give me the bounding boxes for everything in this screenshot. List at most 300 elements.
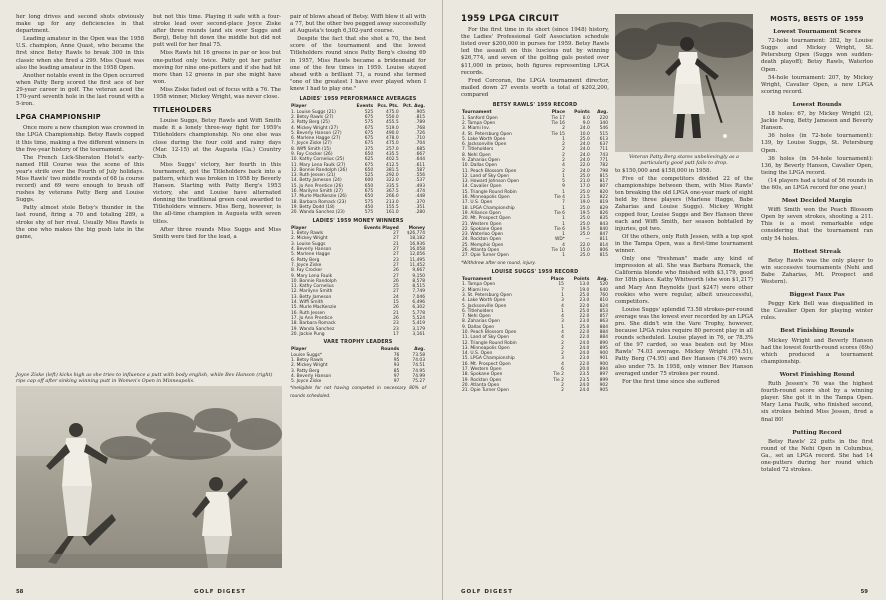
table-cell-label: 6. Marlene Hagge (27)	[291, 136, 341, 142]
table-cell-value: 27	[393, 247, 399, 253]
table-cell-value: .474	[415, 189, 425, 195]
table-cell-value: 27	[393, 262, 399, 268]
table-cell-value: 18,182	[409, 236, 425, 242]
table-cell-value: 381.5	[386, 167, 399, 173]
paragraph: Mickey Wright and Beverly Hanson had the lowest fourth-round scores (69s) which produced a tournament championship.	[761, 337, 873, 365]
table-cell-value: 3,179	[412, 326, 425, 332]
table-cell-label: 12. Marilynn Smith	[291, 289, 333, 295]
table-cell-label: 2. Betsy Rawls (27)	[291, 114, 334, 120]
table-cell-label: 10. Kathy Cornelius (25)	[291, 157, 345, 163]
table-cell-value: 455.5	[386, 120, 399, 126]
table-cell-value: 2	[562, 158, 565, 163]
paragraph: but not this time. Playing it safe with a four-stroke lead over second-place Joyce Ziske after three rounds (and six over Suggs and Berg), Betsy hit down the middle but did not putt well for her final 75.	[153, 14, 281, 49]
table-cell-value: 24.0	[579, 345, 590, 351]
table-cell-value: 8,578	[412, 278, 425, 284]
table-body	[290, 110, 426, 216]
table-cell-value: 826	[599, 210, 608, 216]
paragraph: pair of blows ahead of Betsy. Wiffi blew it all with a 77, but the other two pegged away successfully at Augusta's tough 6,302-yard course.	[290, 14, 426, 35]
table-cell-value: 711	[599, 147, 608, 153]
table-cell-value: 807	[599, 184, 608, 190]
table-cell-label: 12. Bonnie Randolph (26)	[291, 167, 348, 173]
table-cell-value: 435.5	[386, 152, 399, 157]
table-cell-value: 23.5	[579, 372, 590, 378]
paragraph: For the first time in its short (since 1948) history, the Ladies' Professional Golf Association schedule listed over $200,000 in purses for 1959. Betsy Rawls led the assault on this luscious nut by winning $26,774, and seven of the golfing gals posted over $11,000 in prizes, both figures representing LPGA records.	[461, 27, 609, 76]
table-cell-value: .611	[415, 162, 425, 168]
table-cell-value: 4	[561, 314, 564, 320]
table-cell-label: 7. Nehi Open	[462, 314, 491, 320]
table-cell-value: 22.0	[579, 242, 590, 248]
table-cell-value: 257.0	[386, 146, 399, 152]
table-cell-value: 675	[364, 136, 374, 142]
table-cell-value: 478.0	[386, 136, 399, 142]
table-cell-value: 8.0	[582, 115, 590, 121]
table-cell-value: 26	[393, 315, 399, 321]
paragraph: For the first time since she suffered	[622, 378, 720, 385]
column-header: Avg.	[597, 277, 608, 283]
table-cell-value: 475.0	[386, 141, 399, 147]
column-header: Avg.	[414, 347, 425, 353]
table-cell-label: 11. Mary Lena Faulk (27)	[291, 162, 346, 168]
table-cell-value: 760	[599, 292, 608, 298]
table-cell-label: 8. Fay Crocker	[291, 268, 323, 274]
table-cell-label: 17. Jo Ann Prentice	[291, 315, 333, 321]
table-cell-label: 9. Zaharias Open	[462, 158, 500, 163]
subsection-heading: Biggest Faux Pas	[789, 292, 845, 299]
table-cell-value: 3	[561, 298, 564, 304]
table-cell-value: 847	[599, 232, 608, 238]
column-header: Avg.	[597, 110, 608, 116]
table-cell-value: 450	[364, 204, 374, 210]
subsection-heading: Hottest Streak	[793, 248, 841, 255]
table-cell-value: 843	[599, 221, 608, 227]
table-cell-value: 27	[393, 273, 399, 279]
table-cell-label: 16. Marilynn Smith (27)	[291, 189, 343, 195]
table-cell-value: 24	[393, 294, 399, 300]
table-cell-value: 4	[561, 303, 564, 309]
table-cell-value: 22.0	[579, 330, 590, 335]
table-cell-value: 884	[599, 324, 608, 330]
table-cell-value: Tie 17	[551, 115, 565, 121]
table-cell-value: .905	[415, 109, 425, 115]
table-cell-label: 1. Betsy Rawls	[291, 231, 324, 237]
table-cell-label: 10. Peach Blossom Open	[462, 330, 517, 335]
table-cell-value: 600	[364, 178, 374, 184]
table-cell-value: 26	[393, 278, 399, 284]
paragraph: Miss Ziske faded out of focus with a 76. The 1958 winner, Mickey Wright, was never close.	[153, 86, 281, 101]
paragraph: 72-hole tournament: 282, by Louise Suggs and Mickey Wright, St. Petersburg Open (Suggs won sudden-death playoff); Betsy Rawls, Waterloo Open.	[761, 38, 873, 73]
column-header: Place	[550, 277, 564, 283]
sidebar-title: MOSTS, BESTS OF 1959	[770, 15, 864, 23]
paragraph: Louise Suggs' splendid 73.58 strokes-per-round average was the lowest ever recorded by an LPGA pro. She didn't win the Vare Trophy, however, because LPGA rules require 80 percent play in all rounds scheduled. Louise played in 76, or 78.3% of the 97 carded, so was beaten out by Miss Rawls' 74.03 average. Mickey Wright (74.51), Patty Berg (74.95) and Bev Hanson (74.99) were also under 75. In 1958, only winner Bev Hanson averaged under 75 strokes per round.	[615, 306, 754, 377]
table-cell-label: 11. Kathy Cornelius	[291, 284, 334, 290]
table-cell-value: 575	[364, 199, 374, 205]
table-cell-value: —	[585, 237, 590, 243]
table-cell-value: 1	[562, 221, 565, 227]
table-cell-value: 884	[599, 335, 608, 341]
table-cell-value: 884	[599, 330, 608, 335]
table-cell-value: 17	[393, 331, 399, 337]
table-cell-label: 18. Spokane Open	[462, 372, 503, 378]
table-cell-label: 19. Alliance Open	[462, 210, 501, 216]
table-cell-value: 27	[393, 252, 399, 258]
mosts-bests-sections	[761, 29, 873, 474]
table-cell-value: 6,496	[412, 300, 425, 306]
table-cell-value: 97	[393, 379, 400, 385]
table-cell-value: 675	[364, 162, 374, 168]
table-cell-value: 575	[364, 210, 374, 216]
table-cell-value: 23.0	[579, 356, 590, 362]
right-column-1	[461, 14, 609, 394]
column-header: Points	[574, 110, 590, 116]
table-cell-value: 24.0	[579, 126, 590, 132]
table-cell-label: 23. Waterloo Open	[462, 232, 504, 238]
paragraph: 36 holes (in 54-hole tournament): 136, by Beverly Hanson, Cavalier Open, tieing the LPGA record.	[761, 155, 873, 176]
page-number: 58	[16, 589, 24, 595]
table-cell-value: 2	[561, 351, 564, 357]
column-header: Points	[573, 277, 590, 283]
table-cell-value: 322.0	[386, 178, 399, 184]
table-cell-value: 23.0	[579, 298, 590, 304]
table-cell-value: 4	[562, 163, 565, 169]
paragraph: Miss Suggs' victory, her fourth in this tournament, got the Titleholders back into a pattern, which was broken in 1958 by Beverly Hanson. Starting with Patty Berg's 1953 victory, she and Louise have alternated donning the traditional green coat awarded to Titleholders winners. Miss Berg, however, is the all-time champion in Augusta with seven titles.	[153, 161, 281, 225]
table-cell-value: 2	[561, 345, 564, 351]
table-title: LADIES' 1959 PERFORMANCE AVERAGES	[299, 96, 417, 103]
table-cell-value: 613	[599, 136, 608, 142]
table-cell-value: 24.0	[579, 152, 590, 158]
table-cell-value: 213.0	[386, 199, 399, 205]
table-cell-value: 27	[393, 289, 399, 295]
paragraph: Of the others, only Ruth Jessen, with a top spot in the Tampa Open, was a first-time tournament winner.	[615, 233, 753, 255]
column-header: Money	[408, 225, 425, 231]
table-cell-value: 4	[561, 361, 564, 367]
table-cell-label: 20. Mt. Prospect Open	[462, 216, 511, 222]
table-cell-value: 1	[562, 216, 565, 222]
column-header: Pct. Avg.	[402, 104, 425, 110]
table-cell-value: 21.5	[579, 195, 590, 201]
table-row	[290, 379, 426, 384]
table-cell-value: 2	[561, 382, 564, 388]
table-cell-label: 20. Atlanta Open	[462, 382, 500, 388]
table-cell-label: 16. Minneapolis Open	[462, 195, 510, 201]
table-cell-value: 22.0	[579, 314, 590, 320]
table-cell-value: 9.0	[582, 120, 590, 126]
table-cell-value: 829	[599, 205, 608, 211]
table-cell-label: 9. Fay Crocker (26)	[291, 152, 333, 157]
paragraph: Betsy Rawls was the only player to win successive tournaments (Nehi and Babe Zaharias, Mt. Prospect and Western).	[761, 257, 873, 285]
column-header: Tournament	[462, 110, 492, 116]
table-cell-value: 23	[393, 257, 399, 263]
table-cell-value: $26,774	[406, 231, 425, 237]
table-body	[461, 282, 609, 393]
paragraph: Once more a new champion was crowned in the LPGA Championship. Betsy Rawls copped it this time, making a five different winners in the five-year history of the tournament.	[16, 125, 144, 153]
table-cell-label: 2. Mickey Wright	[291, 236, 328, 242]
table-cell-label: 2. Mickey Wright	[291, 363, 328, 369]
table-cell-value: Tie 2	[553, 377, 564, 383]
table-cell-label: 13. Minneapolis Open	[462, 345, 510, 351]
table-cell-value: 4	[561, 330, 564, 335]
table-cell-value: .448	[415, 194, 425, 200]
table-body	[461, 116, 609, 259]
table-cell-value: 815	[599, 253, 608, 259]
table-cell-value: 1	[561, 292, 564, 298]
section-heading-lpga-championship: LPGA CHAMPIONSHIP	[16, 113, 101, 122]
table-cell-value: 5,778	[412, 310, 425, 316]
table-cell-value: 817	[599, 179, 608, 185]
table-cell-value: 26	[393, 305, 399, 311]
table-cell-value: 814	[599, 242, 608, 248]
table-cell-label: 18. LPGA Championship	[462, 205, 515, 211]
table-cell-label: 1. Tampa Open	[462, 282, 496, 288]
table-cell-label: 13. Ruth Jessen (21)	[291, 173, 336, 179]
table-cell-label: 24. Rockton Open	[462, 237, 502, 243]
table-cell-value: 637	[599, 142, 608, 148]
table-cell-value: 76	[393, 352, 400, 358]
rawls-record-table	[461, 100, 609, 259]
table-cell-value: 24.0	[579, 142, 590, 148]
table-cell-label: 3. Patty Berg (25)	[291, 120, 330, 126]
table-cell-value: 835	[599, 216, 608, 222]
table-cell-value: 25.0	[579, 308, 590, 314]
column-header: Events	[356, 104, 374, 110]
table-cell-value: .644	[415, 157, 425, 163]
table-cell-value: 25.0	[579, 173, 590, 179]
table-cell-value: 292.0	[386, 173, 399, 179]
table-cell-value: 21.0	[579, 179, 590, 185]
table-cell-value: 2	[561, 388, 564, 394]
subsection-heading: Lowest Rounds	[792, 101, 842, 108]
table-cell-value: 2	[562, 142, 565, 148]
paragraph: Louise Suggs, Betsy Rawls and Wiffi Smith made it a lonely three-way fight for 1959's Titleholders championship. No one else was close during the four cold and rainy days (Mar. 12-15) at the Augusta (Ga.) Country Club.	[153, 118, 281, 160]
paragraph: Betsy Rawls' 22 putts in the first round of the Nehi Open in Columbus, Ga., set an LPGA record. She had 14 one-putters during her round which totaled 72 strokes.	[761, 438, 873, 474]
table-cell-label: 21. Opie Turner Open	[462, 388, 509, 394]
table-cell-label: 6. Titleholders	[462, 308, 494, 314]
table-cell-value: 9,150	[412, 273, 425, 279]
table-cell-value: 625	[364, 157, 374, 163]
table-cell-value: 1	[562, 232, 565, 238]
table-cell-value: 5,419	[412, 321, 425, 327]
column-header: Place	[551, 110, 565, 116]
table-cell-value: WD*	[555, 237, 565, 243]
table-cell-label: 7. Joyce Ziske	[291, 262, 322, 268]
table-cell-value: 675	[364, 189, 374, 195]
table-cell-label: 12. Triangle Round Robin	[462, 340, 517, 346]
table-cell-value: 155.5	[386, 204, 399, 210]
table-cell-value: 75.27	[412, 379, 425, 385]
magazine-brand: GOLF DIGEST	[194, 589, 246, 595]
table-cell-value: 375	[364, 146, 374, 152]
table-cell-value: 15	[393, 300, 399, 306]
table-cell-value: 650	[364, 183, 374, 189]
table-cell-value: .710	[415, 136, 425, 142]
table-cell-value: 1	[561, 324, 564, 330]
paragraph: 54-hole tournament: 207, by Mickey Wright, Cavalier Open, a new LPGA scoring record.	[761, 74, 873, 95]
table-cell-value: 21	[393, 310, 399, 316]
table-cell-value: 7,749	[412, 289, 425, 295]
right-column-2	[615, 168, 753, 387]
table-cell-value: .351	[415, 204, 425, 210]
table-cell-value: 546	[599, 126, 608, 132]
table-cell-value: 22.0	[579, 163, 590, 169]
table-cell-value: 7	[561, 287, 564, 293]
subsection-heading: Putting Record	[792, 429, 842, 436]
table-title: LOUISE SUGGS' 1959 RECORD	[491, 268, 579, 275]
table-cell-label: 6. Jacksonville Open	[462, 142, 507, 148]
table-cell-label: 14. Betty Jameson (24)	[291, 178, 342, 184]
table-footnote: *Withdrew after one round, injury.	[461, 260, 537, 266]
table-cell-value: 19.0	[579, 287, 590, 293]
table-cell-value: Tie 6	[554, 210, 565, 216]
table-cell-value: 3	[561, 319, 564, 325]
table-cell-label: 8. Nehi Open	[462, 152, 491, 158]
table-cell-value: 74.03	[412, 357, 425, 363]
table-cell-value: 675	[364, 125, 374, 131]
table-cell-label: 3. Louise Suggs	[291, 241, 326, 247]
table-cell-value: .556	[415, 173, 425, 179]
table-cell-label: 13. Betty Jameson	[291, 294, 332, 300]
table-cell-label: 10. Dallas Open	[462, 163, 497, 169]
table-cell-value: 19.5	[579, 210, 590, 216]
table-cell-label: Louise Suggs*	[291, 352, 323, 358]
table-cell-value: 771	[599, 158, 608, 163]
table-cell-value: 2	[562, 152, 565, 158]
table-cell-value: 22.0	[579, 361, 590, 367]
table-cell-label: 14. U.S. Open	[462, 351, 493, 357]
table-cell-value: 2	[562, 147, 565, 153]
table-cell-value: 2	[562, 168, 565, 174]
section-heading-titleholders: TITLEHOLDERS	[153, 106, 212, 115]
table-cell-value: .587	[415, 167, 425, 173]
table-cell-value: 25.0	[579, 324, 590, 330]
table-cell-value: .370	[415, 199, 425, 205]
table-cell-value: 3	[561, 356, 564, 362]
table-cell-value: 900	[599, 351, 608, 357]
table-cell-value: Tie 10	[551, 248, 565, 254]
photo-caption: Veteran Patty Berg stares unbelievingly as a particularly good putt fails to drop.	[629, 154, 739, 166]
table-cell-label: 19. Rockton Open	[462, 377, 502, 383]
table-cell-value: 93	[393, 363, 400, 369]
paragraph: to $150,000 and $158,000 in 1958.	[615, 168, 712, 174]
table-cell-value: 857	[599, 314, 608, 320]
table-cell-label: 13. Howard Johnson Open	[462, 179, 519, 185]
table-cell-value: 475.0	[386, 109, 399, 115]
table-cell-label: 8. Wiffi Smith (15)	[291, 146, 331, 152]
table-cell-value: .768	[415, 125, 425, 131]
table-cell-value: 24.0	[579, 340, 590, 346]
table-cell-label: 4. Beverly Hanson	[291, 373, 332, 379]
table-cell-value: 23.0	[579, 319, 590, 325]
table-cell-value: 24.0	[579, 168, 590, 174]
table-cell-value: 9,667	[412, 268, 425, 274]
table-cell-label: 10. Bonnie Randolph	[291, 278, 337, 284]
table-title: BETSY RAWLS' 1959 RECORD	[492, 102, 578, 109]
magazine-brand: GOLF DIGEST	[461, 589, 513, 595]
table-cell-value: 20.0	[579, 367, 590, 373]
table-body	[290, 231, 426, 337]
table-cell-label: 17. Western Open	[462, 367, 502, 373]
table-cell-label: 4. Lake Worth Open	[462, 298, 506, 304]
paragraph: Ruth Jessen's 76 was the highest fourth-round score shot by a winning player. She got it in the Tampa Open. Mary Lena Faulk, who finished second, six strokes behind Miss Jessen, fired a final 80!	[761, 381, 873, 423]
table-cell-label: 19. Wanda Sanchez	[291, 326, 335, 332]
table-cell-value: 13.0	[579, 282, 590, 288]
table-cell-value: 525	[364, 109, 374, 115]
table-cell-value: 806	[599, 248, 608, 254]
column-header: Player	[291, 104, 307, 110]
table-cell-value: 3,161	[412, 331, 425, 337]
table-cell-label: 15. Triangle Round Robin	[462, 189, 517, 195]
table-cell-value: 4	[562, 242, 565, 248]
table-cell-value: 902	[599, 382, 608, 388]
table-cell-value: 335.5	[386, 183, 399, 189]
left-column-1	[16, 14, 144, 242]
paragraph: The French Lick-Sheraton Hotel's early-named Hill Course was the scene of this year's strife over the Fourth of July holidays. Miss Rawls' two middle rounds of 68 (a course record) and 69 were enough to brush off rushes by veterans Patty Berg and Louise Suggs.	[16, 154, 144, 204]
table-cell-label: 7. Titleholders	[462, 147, 494, 153]
table-cell-value: 798	[599, 168, 608, 174]
table-cell-value: 25.0	[579, 253, 590, 259]
table-cell-value: 10.0	[579, 131, 590, 137]
table-cell-value: 73.58	[412, 352, 425, 358]
table-cell-label: 4. Mickey Wright (27)	[291, 125, 338, 131]
table-cell-value: Tie 16	[551, 120, 565, 126]
table-cell-value: 412.5	[386, 162, 399, 168]
paragraph: 18 holes: 67, by Mickey Wright (2), Jackie Pung, Betty Jameson and Beverly Hanson.	[761, 111, 873, 132]
table-cell-label: 1. Betsy Rawls	[291, 357, 324, 363]
left-column-2	[153, 14, 281, 242]
table-cell-value: 575	[364, 120, 374, 126]
table-cell-value: .726	[415, 130, 425, 136]
table-cell-value: 95	[393, 357, 400, 363]
table-cell-value: 640	[599, 287, 608, 293]
table-cell-value: 863	[599, 319, 608, 325]
table-cell-label: 20. Wanda Sanchez (23)	[291, 210, 345, 216]
table-cell-value: 1	[562, 205, 565, 211]
table-cell-value: 15.0	[579, 248, 590, 254]
table-cell-label: 27. Opie Turner Open	[462, 253, 509, 259]
table-cell-label: 8. Zaharias Open	[462, 319, 500, 325]
table-cell-label: 1. Sanford Open	[462, 115, 498, 121]
table-cell-label: 1. Louise Suggs (21)	[291, 109, 336, 115]
table-cell-value: 840	[599, 226, 608, 232]
table-cell-value: 1	[562, 173, 565, 179]
table-cell-label: 9. Dallas Open	[462, 324, 495, 330]
table-cell-value: 22.0	[579, 335, 590, 341]
page-number: 59	[860, 589, 868, 595]
table-cell-label: 17. U.S. Open	[462, 200, 493, 206]
paragraph: After three rounds Miss Suggs and Miss Smith were tied for the lead, a	[153, 226, 281, 240]
table-cell-label: 5. Joyce Ziske	[291, 379, 322, 385]
table-cell-value: 1	[562, 253, 565, 259]
table-cell-value: 5,524	[412, 315, 425, 321]
table-cell-value: .704	[415, 141, 425, 147]
photo-caption: Joyce Ziske (left) kicks high as she tries to influence a putt with body english, while Bev Hanson (right) rips cap off after sinking winning putt in Women's Open in Minneapolis.	[16, 372, 273, 384]
table-cell-value: 1	[562, 189, 565, 195]
table-cell-value: 675	[364, 114, 374, 120]
table-cell-value: 810	[599, 298, 608, 304]
table-cell-value: 220	[599, 115, 608, 121]
table-cell-label: 14. Cavalier Open	[462, 184, 502, 190]
table-cell-value: 5	[562, 179, 565, 185]
paragraph: Fred Corcoran, the LPGA tournament director, mailed down 27 events worth a total of $202,200, compared	[461, 77, 609, 98]
table-cell-value: 7,046	[412, 294, 425, 300]
table-cell-value: 25.0	[579, 205, 590, 211]
table-cell-value: 650	[364, 194, 374, 200]
table-cell-value: 15	[558, 282, 564, 288]
table-cell-value: 74.51	[412, 363, 425, 369]
table-title: VARE TROPHY LEADERS	[323, 339, 393, 346]
table-cell-value: 23	[393, 321, 399, 327]
table-cell-label: 5. Marlene Hagge	[291, 252, 330, 258]
table-cell-value: .685	[415, 146, 425, 152]
table-cell-value: Tie 4	[554, 195, 565, 201]
